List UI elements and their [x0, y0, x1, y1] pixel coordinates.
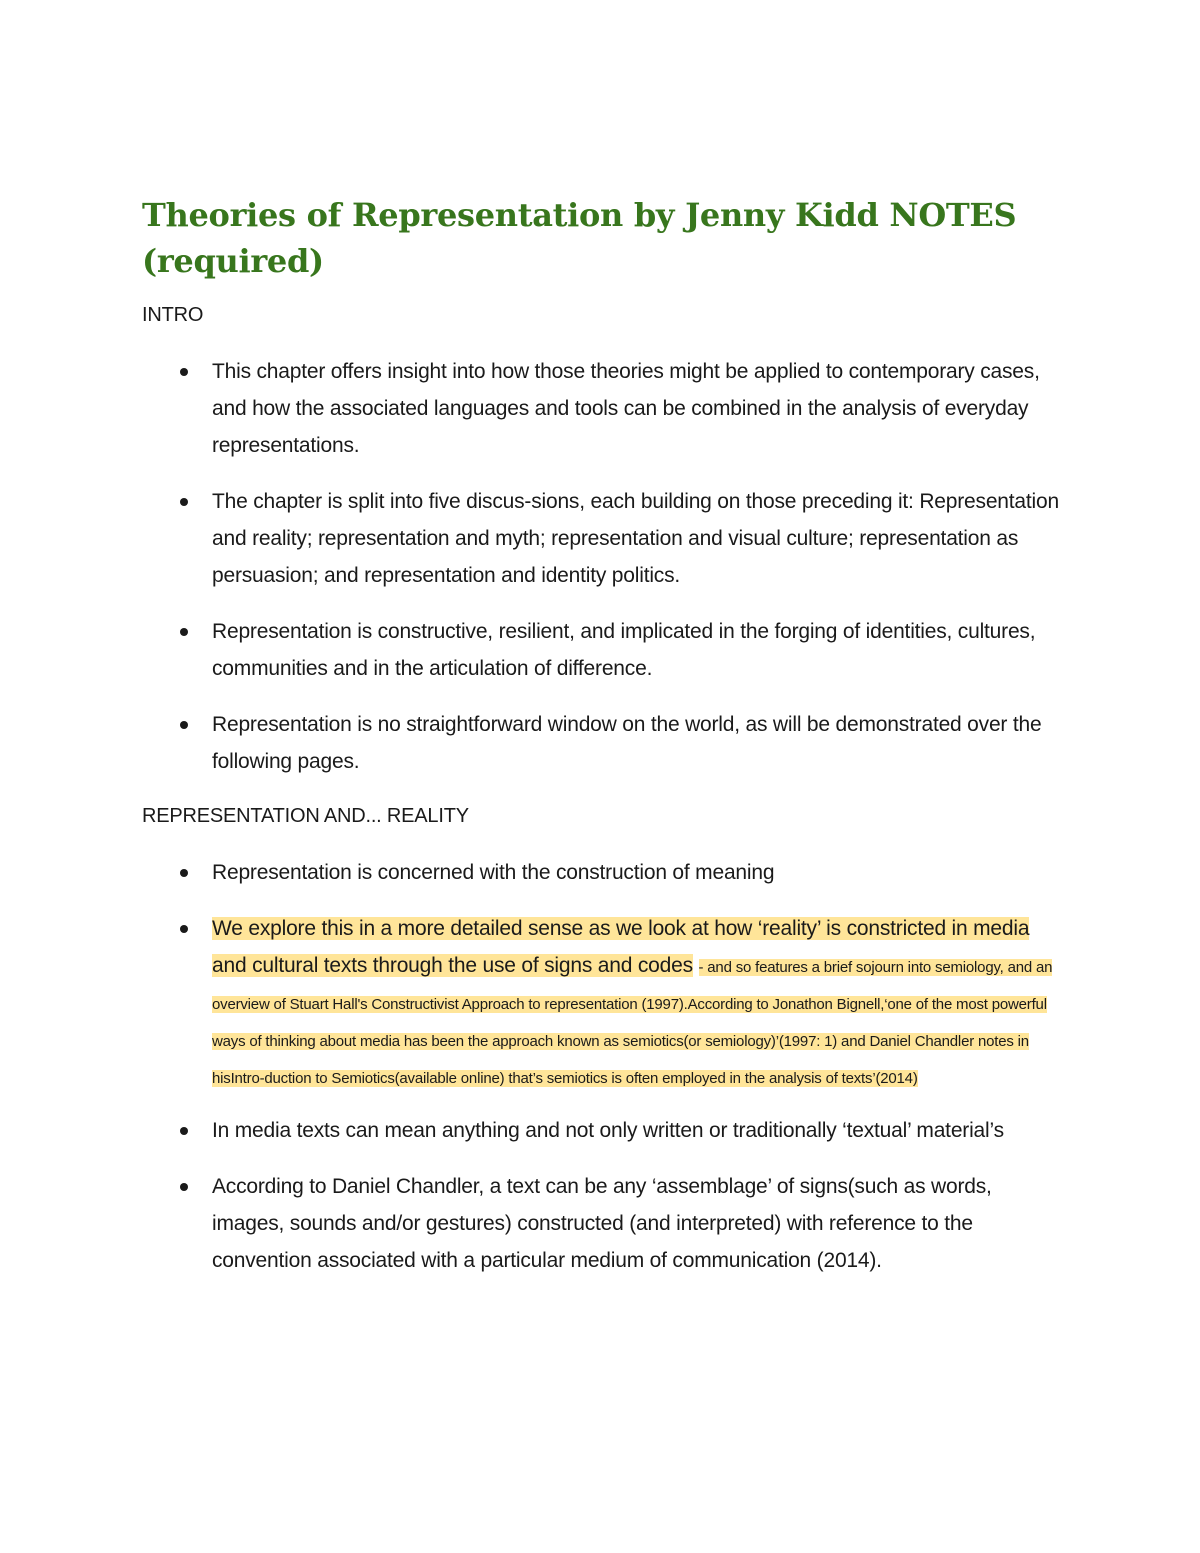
list-item-highlighted [142, 910, 1062, 1095]
list-item [142, 613, 1062, 687]
list-item [142, 1112, 1062, 1149]
bullet-dot-icon [180, 368, 188, 376]
list-item [142, 854, 1062, 891]
bullet-text: In media texts can mean anything and not only written or traditionally ‘textual’ material’s [212, 1119, 1004, 1142]
bullet-dot-icon [180, 1183, 188, 1191]
highlighted-text: We explore this in a more detailed sense as we look at how ‘reality’ is constricted in media and cultural texts through the use of signs and codes [212, 917, 1030, 977]
section-heading-intro: INTRO [142, 304, 204, 326]
highlighted-small-text: - and so features a brief sojourn into semiology, and an overview of Stuart Hall's Constructivist Approach to representation (1997).According to Jonathon Bignell,‘one of the most powerful ways of thinking about media has been the approach known as semiotics(or semiology)’(1997: 1) and Daniel Chandler notes in hisIntro-duction to Semiotics(available online) that’s semiotics is often employed in the analysis of texts’(2014) [212, 959, 1053, 1087]
bullet-text: The chapter is split into five discus-sions, each building on those preceding it: Representation and reality; representation and myth; representation and visual culture; representation as persuasion; and representation and identity politics. [212, 490, 1059, 587]
bullet-dot-icon [180, 628, 188, 636]
bullet-text: According to Daniel Chandler, a text can be any ‘assemblage’ of signs(such as words, images, sounds and/or gestures) constructed (and interpreted) with reference to the convention associated with a particular medium of communication (2014). [212, 1175, 992, 1272]
bullet-dot-icon [180, 925, 188, 933]
bullet-dot-icon [180, 869, 188, 877]
section-heading-reality: REPRESENTATION AND... REALITY [142, 805, 469, 827]
reality-bullet-list [142, 854, 1062, 1279]
list-item [142, 483, 1062, 594]
list-item [142, 353, 1062, 464]
bullet-dot-icon [180, 498, 188, 506]
bullet-text: Representation is no straightforward window on the world, as will be demonstrated over the following pages. [212, 713, 1042, 773]
bullet-text: Representation is constructive, resilient, and implicated in the forging of identities, cultures, communities and in the articulation of difference. [212, 620, 1036, 680]
intro-bullet-list [142, 353, 1062, 780]
list-item [142, 1168, 1062, 1279]
bullet-dot-icon [180, 1127, 188, 1135]
bullet-text: Representation is concerned with the construction of meaning [212, 861, 775, 884]
list-item [142, 706, 1062, 780]
bullet-dot-icon [180, 721, 188, 729]
bullet-text: This chapter offers insight into how those theories might be applied to contemporary cases, and how the associated languages and tools can be combined in the analysis of everyday representations. [212, 360, 1040, 457]
document-title: Theories of Representation by Jenny Kidd NOTES (required) [142, 196, 1017, 280]
